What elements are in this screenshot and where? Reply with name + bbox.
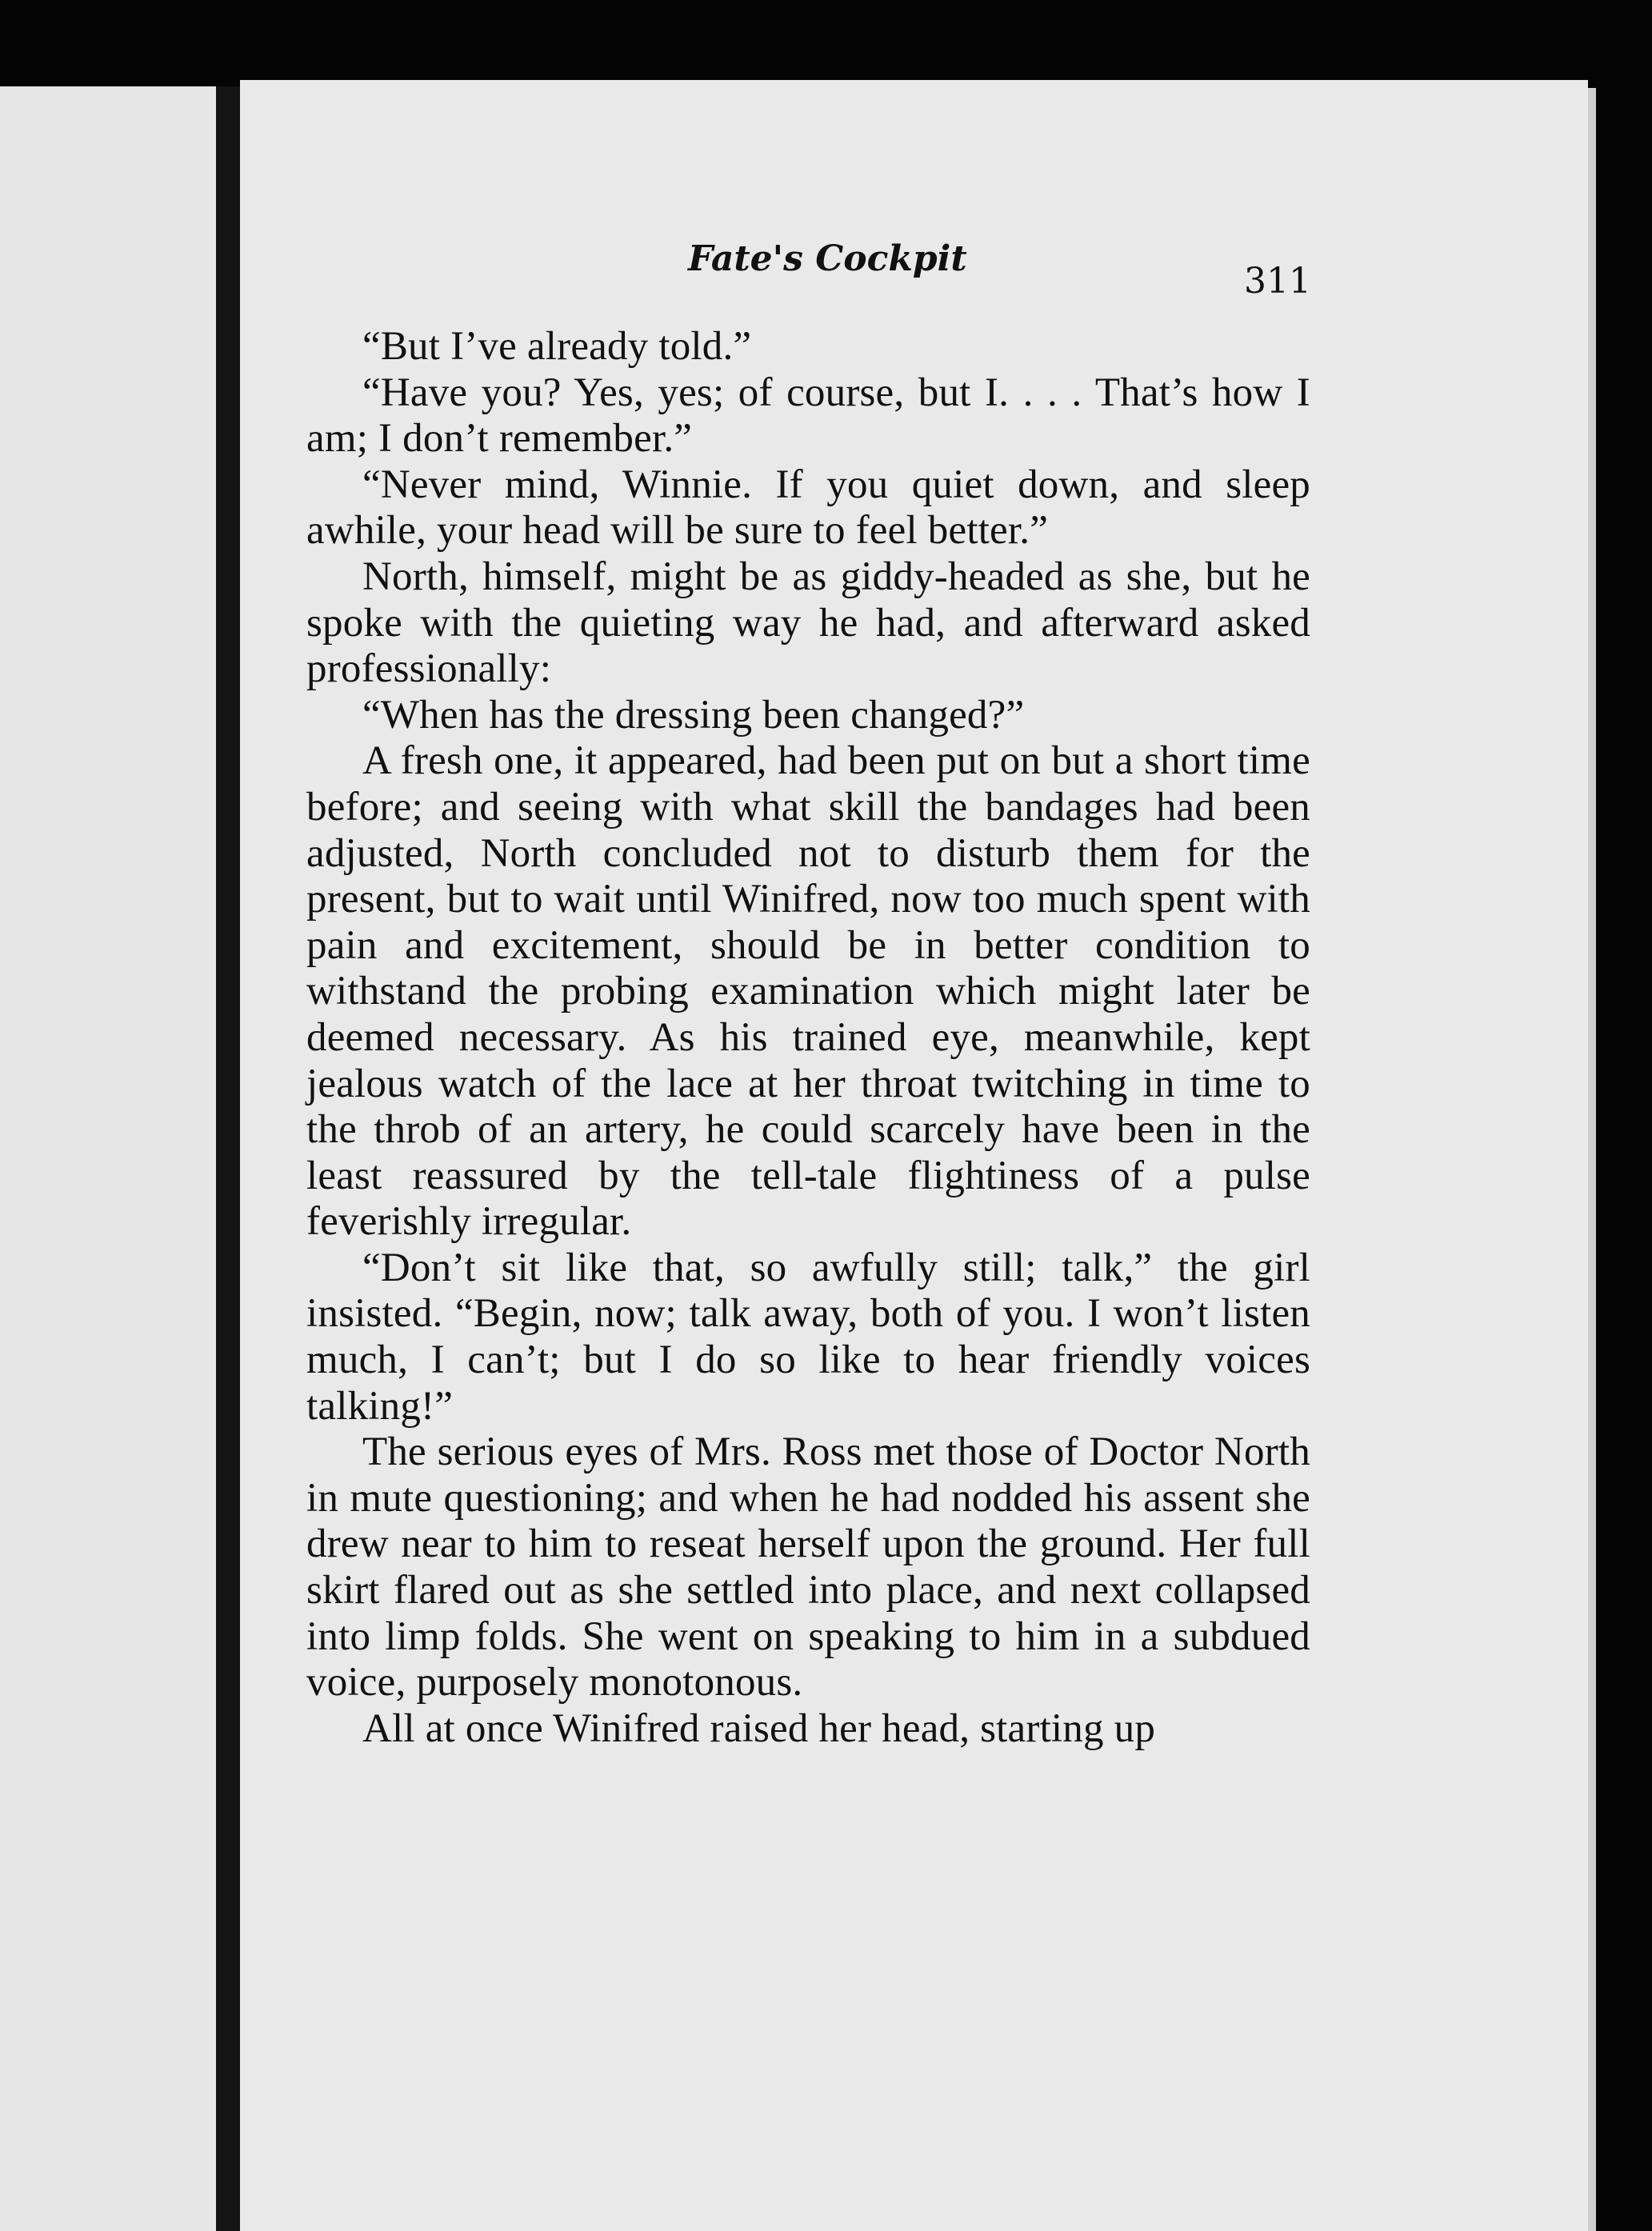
- body-text: [306, 324, 1310, 1752]
- page-edge-shadow: [1588, 88, 1596, 2231]
- paragraph: North, himself, might be as giddy-headed as she, but he spoke with the quieting way he had, and afterward asked professionally:: [306, 554, 1310, 692]
- running-title: Fate's Cockpit: [688, 238, 967, 279]
- paragraph: “Don’t sit like that, so awfully still; talk,” the girl insisted. “Begin, now; talk away, both of you. I won’t listen much, I can’t; but I do so like to hear friendly voices talking!”: [306, 1245, 1310, 1429]
- paragraph: “When has the dressing been changed?”: [362, 692, 1025, 738]
- paragraph: The serious eyes of Mrs. Ross met those of Doctor North in mute questioning; and when he had nodded his assent she drew near to him to reseat herself upon the ground. Her full skirt flared out as she settled into place, and next collapsed into limp folds. She went on speaking to him in a subdued voice, purposely monotonous.: [306, 1429, 1310, 1705]
- paragraph: “But I’ve already told.”: [362, 324, 752, 369]
- left-page-edge: [0, 86, 221, 2231]
- paragraph: A fresh one, it appeared, had been put on but a short time before; and seeing with what skill the bandages had been adjusted, North concluded not to disturb them for the present, but to wait until Winifred, now too much spent with pain and excitement, should be in better condition to withstand the probing examination which might later be deemed necessary. As his trained eye, meanwhile, kept jealous watch of the lace at her throat twitching in time to the throb of an artery, he could scarcely have been in the least reassured by the tell-tale flightiness of a pulse feverishly irregular.: [306, 738, 1310, 1245]
- book-gutter: [216, 86, 240, 2231]
- paragraph: “Never mind, Winnie. If you quiet down, and sleep awhile, your head will be sure to feel better.”: [306, 462, 1310, 554]
- paragraph: “Have you? Yes, yes; of course, but I. . . . That’s how I am; I don’t remember.”: [306, 370, 1310, 462]
- paragraph: All at once Winifred raised her head, starting up: [362, 1705, 1156, 1751]
- page-number: 311: [1244, 261, 1311, 302]
